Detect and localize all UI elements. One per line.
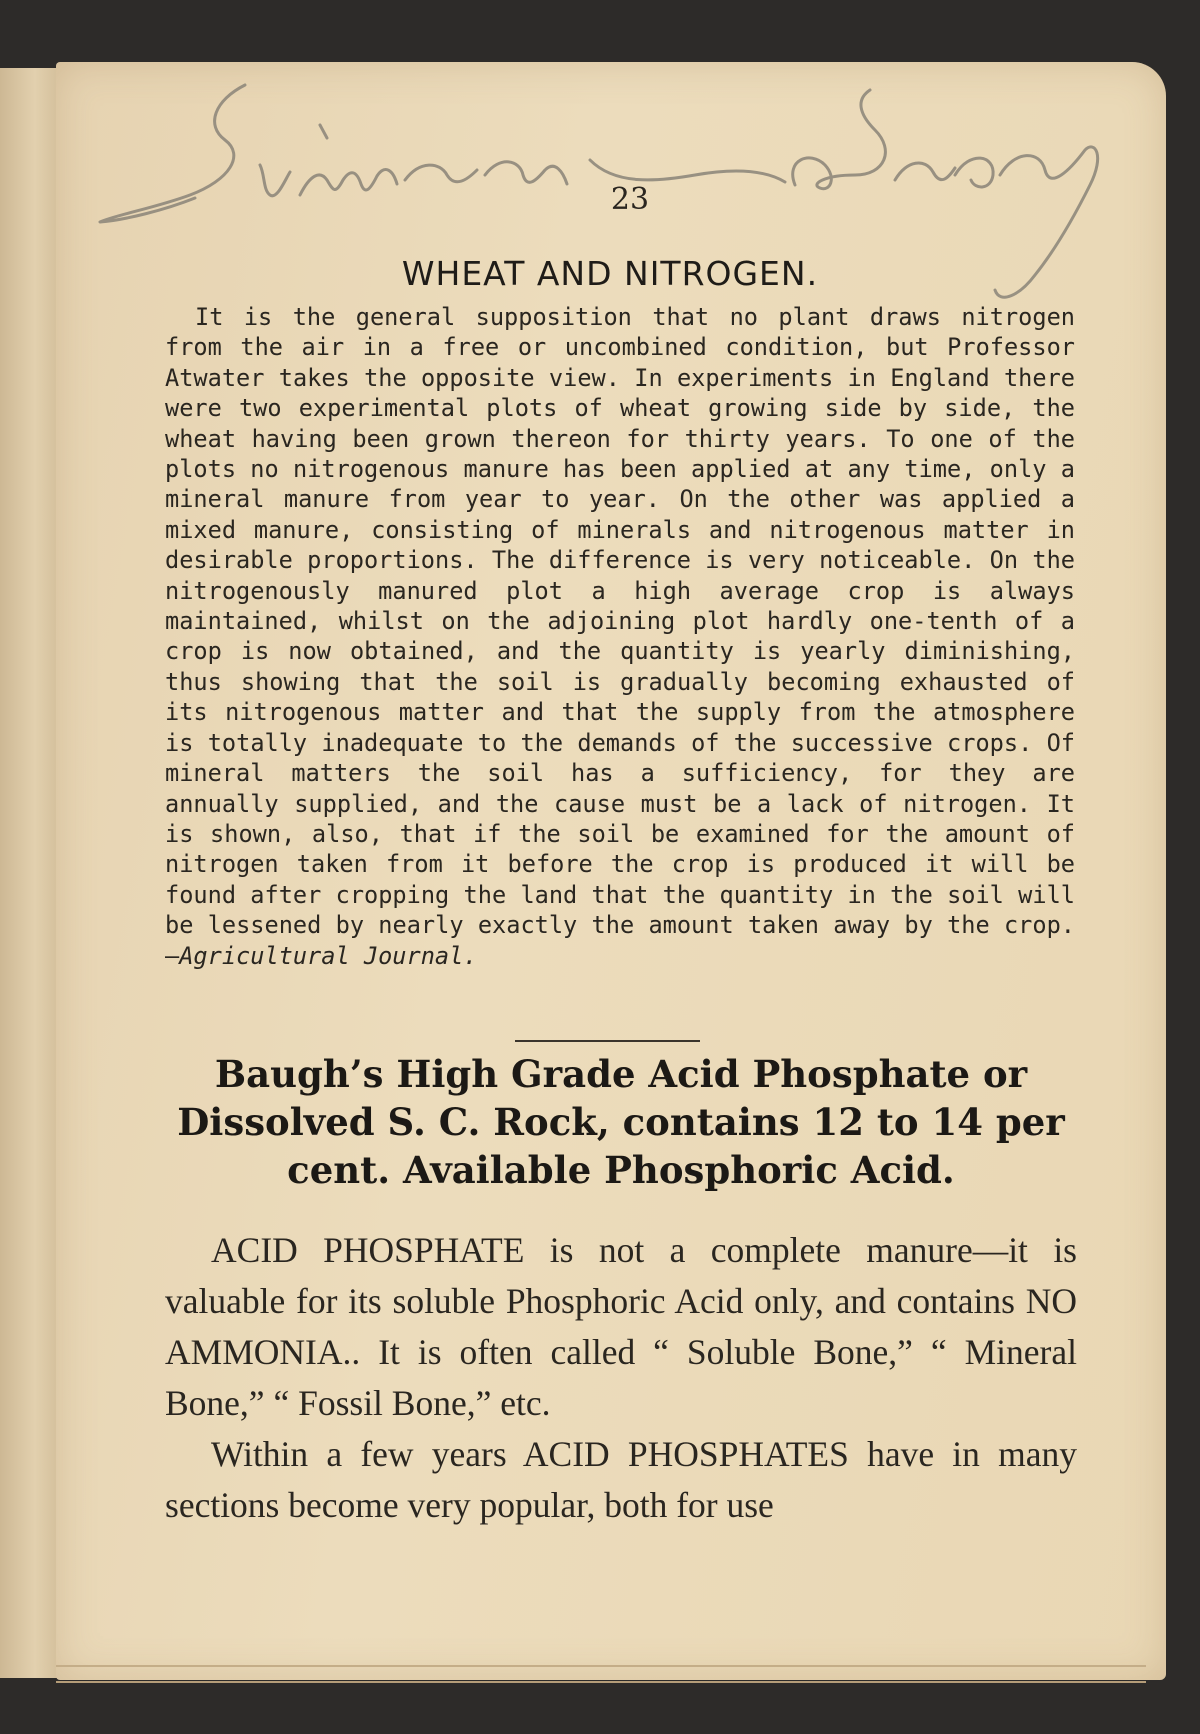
advertisement-paragraph: Within a few years ACID PHOSPHATES have in many sections become very popular, both for use — [165, 1434, 1077, 1525]
section-divider — [515, 1040, 700, 1042]
advertisement-heading: Baugh’s High Grade Acid Phosphate or Dissolved S. C. Rock, contains 12 to 14 per cent. Available Phosphoric Acid. — [177, 1052, 1065, 1192]
article-body — [165, 302, 1075, 971]
advertisement-paragraph: ACID PHOSPHATE is not a complete manure—it is valuable for its soluble Phosphoric Acid only, and contains NO AMMONIA.. It is often called “ Soluble Bone,” “ Mineral Bone,” “ Fossil Bone,” etc. — [165, 1230, 1077, 1423]
article-citation: Agricultural Journal. — [179, 941, 478, 970]
page-bottom-edges — [56, 1665, 1146, 1683]
article-title: WHEAT AND NITROGEN. — [401, 254, 819, 293]
page-number: 23 — [610, 182, 650, 217]
facing-page-edge — [0, 68, 60, 1678]
advertisement-body — [165, 1225, 1077, 1531]
article-text: It is the general supposition that no plant draws nitrogen from the air in a free or uncombined condition, but Professor Atwater takes the opposite view. In experiments in England there were two experimental plots of wheat growing side by side, the wheat having been grown thereon for thirty years. To one of the plots no nitrogenous manure has been applied at any time, only a mineral manure from year to year. On the other was applied a mixed manure, consisting of minerals and nitrogenous matter in desirable proportions. The difference is very noticeable. On the nitrogenously manured plot a high average crop is always maintained, whilst on the adjoining plot hardly one-tenth of a crop is now obtained, and the quantity is yearly diminishing, thus showing that the soil is gradually becoming exhausted of its nitrogenous matter and that the supply from the atmosphere is totally inadequate to the demands of the successive crops. Of mineral matters the soil has a sufficiency, for they are annually supplied, and the cause must be a lack of nitrogen. It is shown, also, that if the soil be examined for the amount of nitrogen taken from it before the crop is produced it will be found after cropping the land that the quantity in the soil will be lessened by nearly exactly the amount taken away by the crop.— — [165, 303, 1075, 970]
